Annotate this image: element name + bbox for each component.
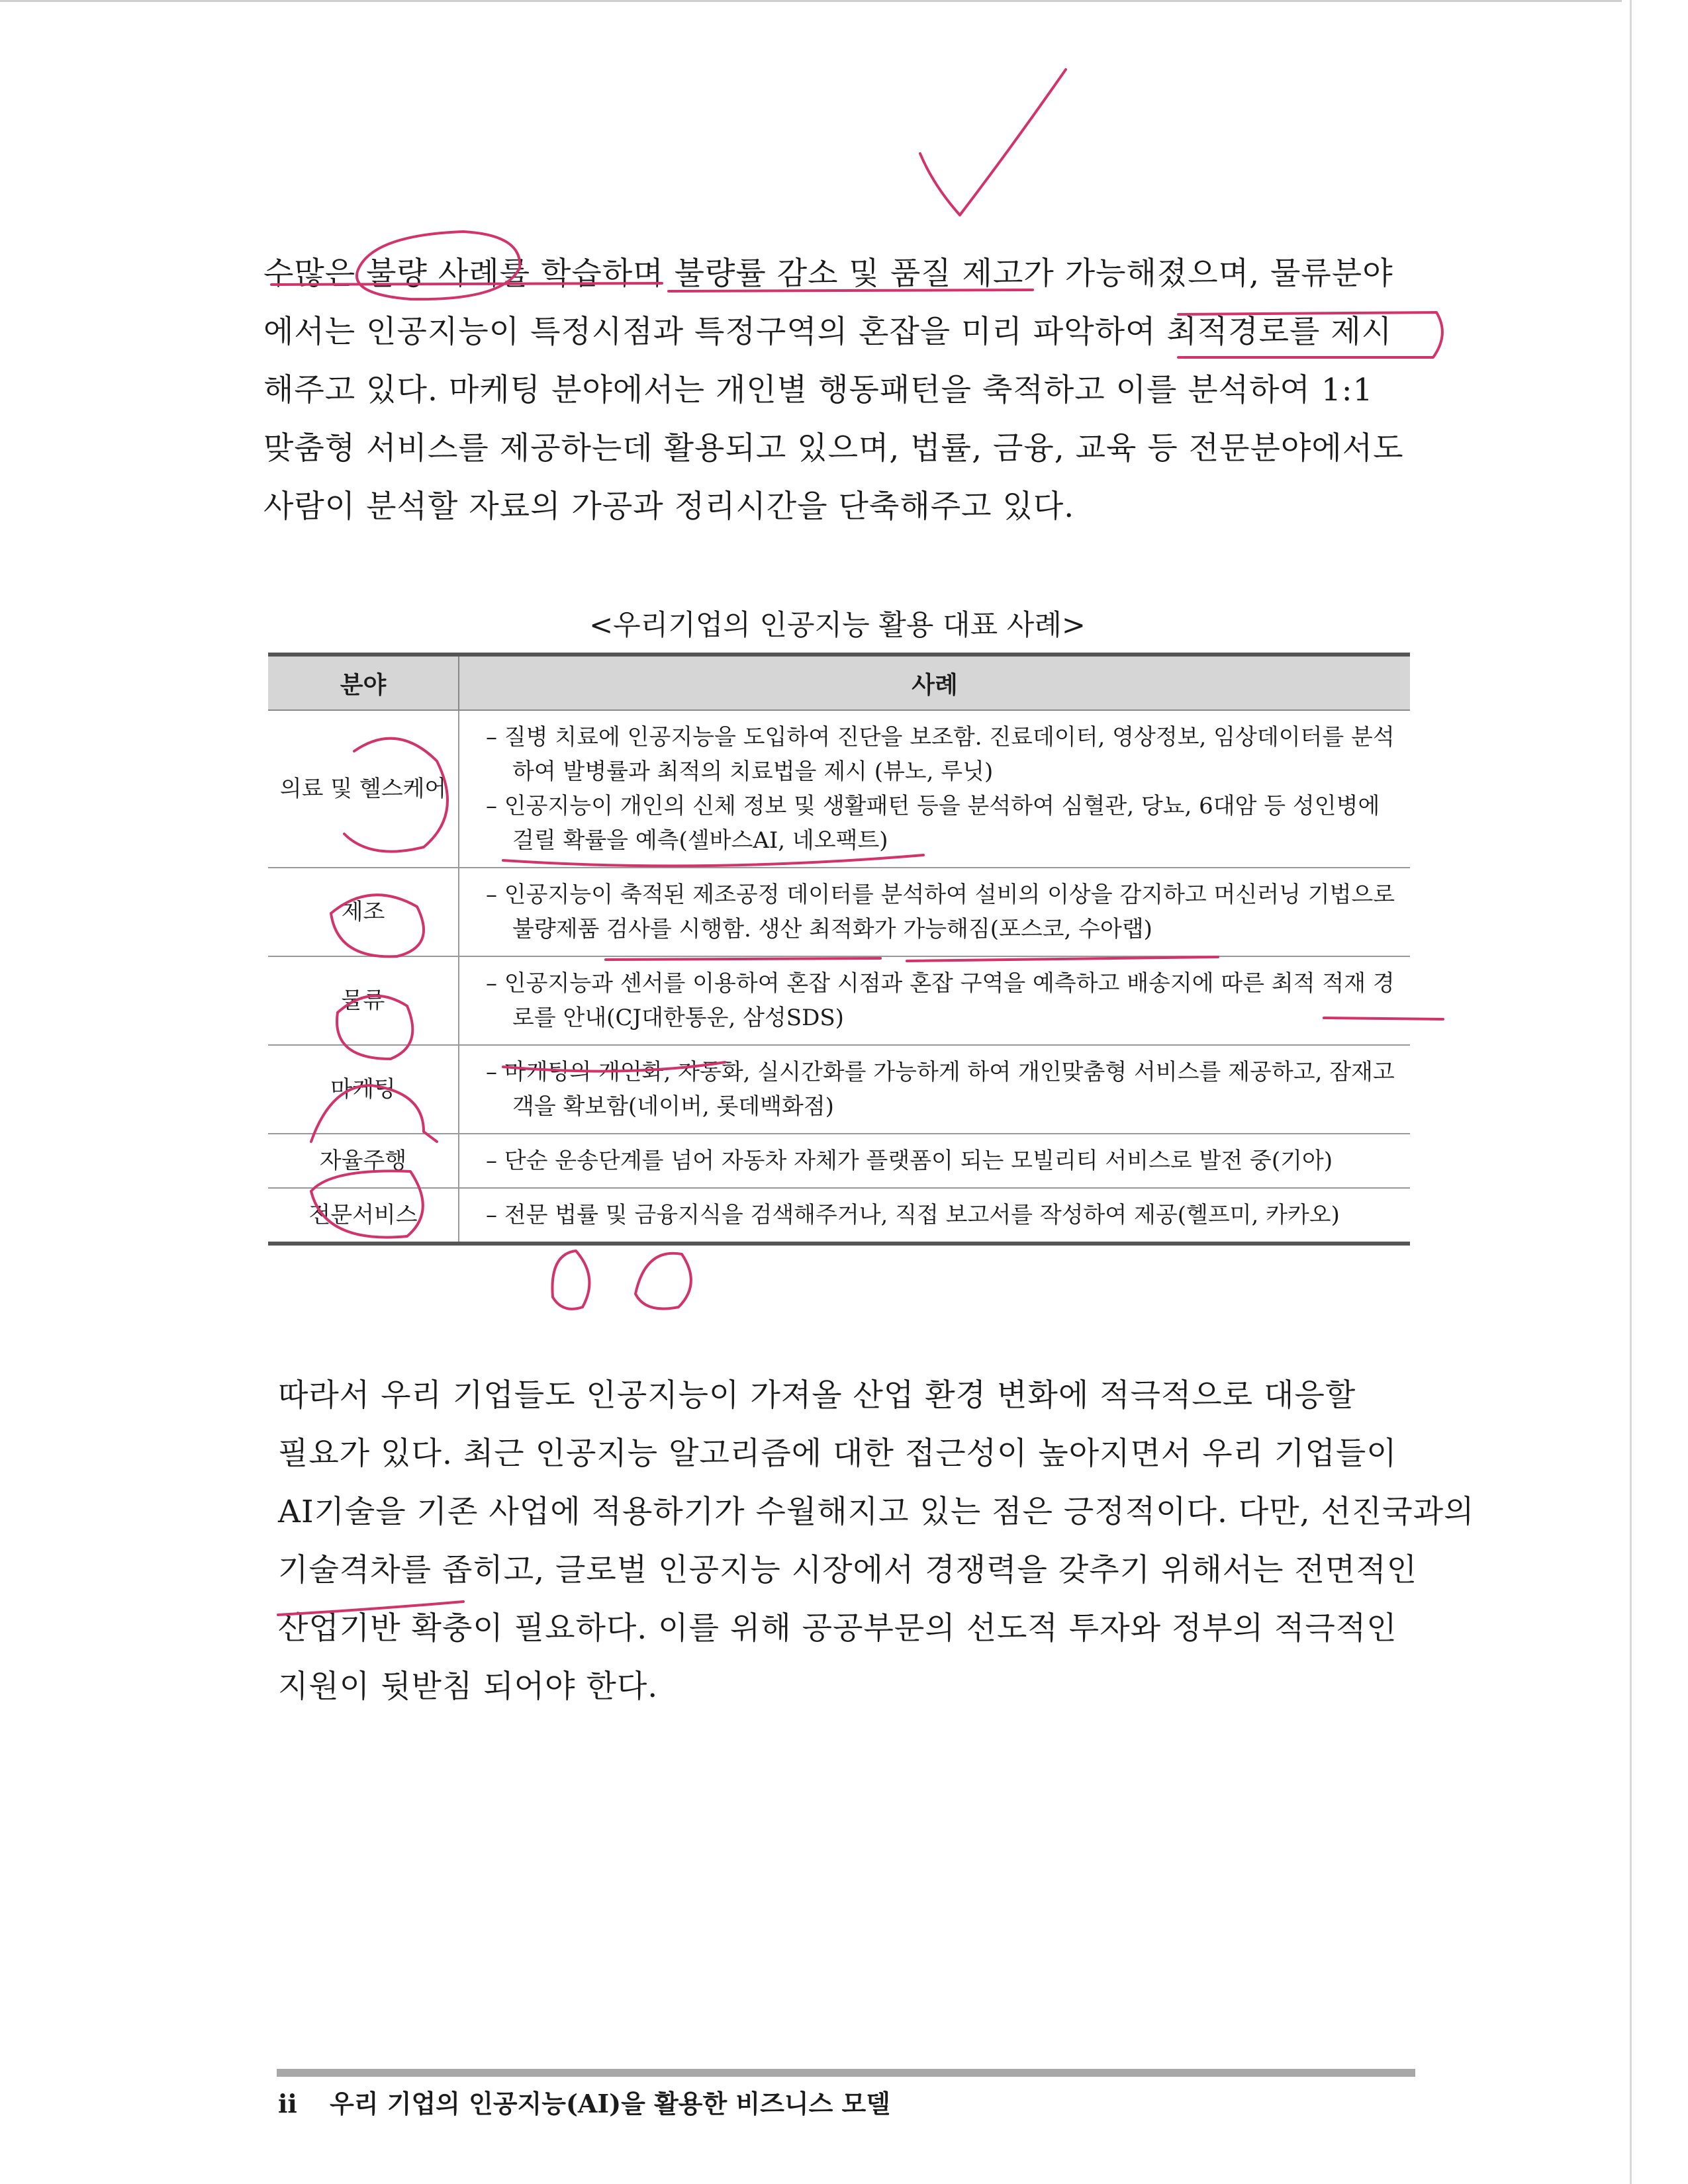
field-cell: 의료 및 헬스케어 bbox=[268, 710, 459, 868]
cases-cell bbox=[459, 1045, 1410, 1134]
header-field: 분야 bbox=[268, 655, 459, 710]
conclusion-paragraph bbox=[278, 1367, 1475, 1716]
field-cell: 마케팅 bbox=[268, 1045, 459, 1134]
checkmark-annotation bbox=[920, 69, 1066, 215]
field-cell: 자율주행 bbox=[268, 1134, 459, 1188]
intro-line: 해주고 있다. 마케팅 분야에서는 개인별 행동패턴을 축적하고 이를 분석하여 1:1 bbox=[263, 372, 1374, 408]
intro-paragraph bbox=[263, 245, 1404, 536]
conclusion-line: 산업기반 확충이 필요하다. 이를 위해 공공부문의 선도적 투자와 정부의 적극적인 bbox=[278, 1610, 1397, 1647]
ai-cases-table bbox=[268, 653, 1410, 1246]
footer-title: 우리 기업의 인공지능(AI)을 활용한 비즈니스 모델 bbox=[330, 2089, 890, 2118]
cases-cell bbox=[459, 1188, 1410, 1244]
conclusion-line: 지원이 뒷받침 되어야 한다. bbox=[278, 1668, 659, 1705]
footer-rule bbox=[277, 2069, 1415, 2077]
table-row bbox=[268, 868, 1410, 956]
page-footer bbox=[278, 2083, 890, 2120]
circle-annotation bbox=[635, 1253, 691, 1309]
conclusion-line: 따라서 우리 기업들도 인공지능이 가져올 산업 환경 변화에 적극적으로 대응할 bbox=[278, 1377, 1356, 1414]
conclusion-line: 필요가 있다. 최근 인공지능 알고리즘에 대한 접근성이 높아지면서 우리 기업들이 bbox=[278, 1435, 1397, 1472]
cases-cell bbox=[459, 956, 1410, 1045]
intro-line: 수많은 불량 사례를 학습하며 불량률 감소 및 품질 제고가 가능해졌으며, 물류분야 bbox=[263, 255, 1393, 292]
case-item: – 인공지능과 센서를 이용하여 혼잡 시점과 혼잡 구역을 예측하고 배송지에 따른 최적 적재 경로를 안내(CJ대한통운, 삼성SDS) bbox=[486, 970, 1395, 1031]
case-item: – 인공지능이 개인의 신체 정보 및 생활패턴 등을 분석하여 심혈관, 당뇨, 6대암 등 성인병에 걸릴 확률을 예측(셀바스AI, 네오팩트) bbox=[486, 793, 1380, 854]
intro-line: 맞춤형 서비스를 제공하는데 활용되고 있으며, 법률, 금융, 교육 등 전문분야에서도 bbox=[263, 430, 1404, 467]
conclusion-line: 기술격차를 좁히고, 글로벌 인공지능 시장에서 경쟁력을 갖추기 위해서는 전면적인 bbox=[278, 1552, 1418, 1588]
field-cell: 전문서비스 bbox=[268, 1188, 459, 1244]
conclusion-line: AI기술을 기존 사업에 적용하기가 수월해지고 있는 점은 긍정적이다. 다만, 선진국과의 bbox=[278, 1494, 1475, 1530]
scan-top-edge bbox=[0, 0, 1622, 2]
field-cell: 물류 bbox=[268, 956, 459, 1045]
cases-cell bbox=[459, 868, 1410, 956]
case-item: – 마케팅의 개인화, 자동화, 실시간화를 가능하게 하여 개인맞춤형 서비스를 제공하고, 잠재고객을 확보함(네이버, 롯데백화점) bbox=[486, 1059, 1395, 1120]
cases-cell bbox=[459, 1134, 1410, 1188]
table-row bbox=[268, 956, 1410, 1045]
case-item: – 인공지능이 축적된 제조공정 데이터를 분석하여 설비의 이상을 감지하고 머신러닝 기법으로 불량제품 검사를 시행함. 생산 최적화가 가능해짐(포스코, 수아랩) bbox=[486, 882, 1395, 942]
header-cases: 사례 bbox=[459, 655, 1410, 710]
intro-line: 사람이 분석할 자료의 가공과 정리시간을 단축해주고 있다. bbox=[263, 488, 1075, 525]
table-row bbox=[268, 710, 1410, 868]
case-item: – 질병 치료에 인공지능을 도입하여 진단을 보조함. 진료데이터, 영상정보, 임상데이터를 분석하여 발병률과 최적의 치료법을 제시 (뷰노, 루닛) bbox=[486, 724, 1395, 785]
page-number: ii bbox=[278, 2089, 297, 2118]
cases-cell bbox=[459, 710, 1410, 868]
table-caption: <우리기업의 인공지능 활용 대표 사례> bbox=[589, 609, 1086, 642]
table-row bbox=[268, 1045, 1410, 1134]
circle-annotation bbox=[552, 1251, 589, 1309]
table-header-row bbox=[268, 655, 1410, 710]
field-cell: 제조 bbox=[268, 868, 459, 956]
case-item: – 전문 법률 및 금융지식을 검색해주거나, 직접 보고서를 작성하여 제공(헬프미, 카카오) bbox=[486, 1202, 1340, 1228]
case-item: – 단순 운송단계를 넘어 자동차 자체가 플랫폼이 되는 모빌리티 서비스로 발전 중(기아) bbox=[486, 1148, 1333, 1174]
table-row bbox=[268, 1134, 1410, 1188]
table-row bbox=[268, 1188, 1410, 1244]
intro-line: 에서는 인공지능이 특정시점과 특정구역의 혼잡을 미리 파악하여 최적경로를 제시 bbox=[263, 314, 1393, 350]
scan-right-edge bbox=[1630, 0, 1632, 2184]
